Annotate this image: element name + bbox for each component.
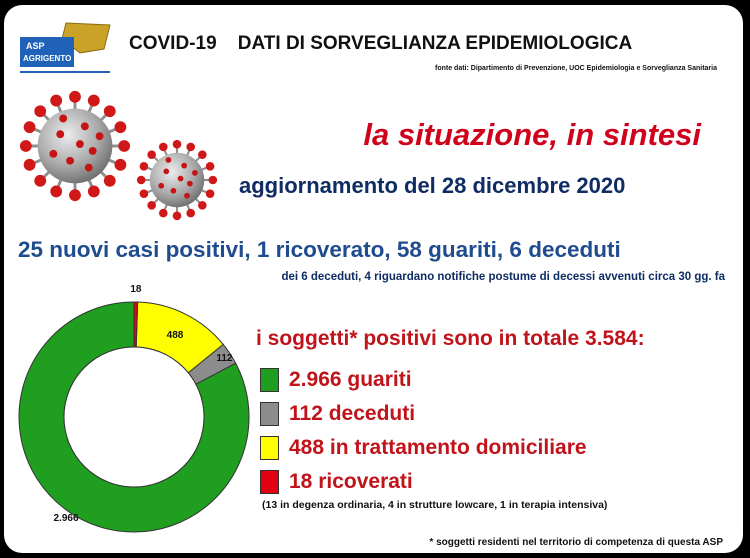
coronavirus-small-icon	[134, 137, 220, 223]
virus-surface-dot	[166, 157, 172, 163]
deaths-note: dei 6 deceduti, 4 riguardano notifiche postume di decessi avvenuti circa 30 gg. fa	[281, 271, 725, 283]
daily-summary: 25 nuovi casi positivi, 1 ricoverato, 58 guariti, 6 deceduti	[18, 237, 621, 262]
virus-surface-dot	[192, 170, 198, 176]
virus-surface-dot	[171, 188, 177, 194]
virus-surface-dot	[59, 115, 67, 123]
virus-spike-tip	[198, 150, 207, 159]
virus-spike-tip	[147, 150, 156, 159]
footnote: * soggetti residenti nel territorio di competenza di questa ASP	[429, 537, 723, 548]
virus-spike-tip	[186, 143, 195, 152]
virus-spike-tip	[69, 91, 81, 103]
virus-spike-tip	[88, 186, 100, 198]
ricoverati-detail: (13 in degenza ordinaria, 4 in strutture lowcare, 1 in terapia intensiva)	[262, 499, 608, 511]
virus-spike-tip	[104, 175, 116, 187]
virus-surface-dot	[49, 150, 57, 158]
virus-spike-tip	[173, 140, 182, 149]
virus-spike-tip	[24, 159, 36, 171]
donut-label-in-trattamento-domiciliare: 488	[166, 330, 184, 342]
donut-label-guariti: 2.966	[53, 513, 79, 524]
legend-label-deceduti: 112 deceduti	[289, 402, 416, 425]
legend-item-deceduti	[260, 397, 587, 431]
virus-spike-tip	[159, 209, 168, 218]
virus-spike-tip	[34, 175, 46, 187]
virus-surface-dot	[96, 132, 104, 140]
donut-label-ricoverati: 18	[130, 284, 142, 296]
virus-surface-dot	[56, 130, 64, 138]
virus-spike-tip	[198, 201, 207, 210]
legend-swatch-ricoverati	[260, 470, 279, 494]
virus-surface-dot	[89, 147, 97, 155]
virus-spike-tip	[137, 176, 146, 185]
virus-surface-dot	[187, 181, 193, 187]
legend-swatch-deceduti	[260, 402, 279, 426]
virus-spike-tip	[209, 176, 218, 185]
legend-swatch-domiciliare	[260, 436, 279, 460]
virus-surface-dot	[163, 169, 169, 175]
virus-surface-dot	[158, 183, 164, 189]
legend-label-ricoverati: 18 ricoverati	[289, 470, 413, 493]
virus-spike-tip	[147, 201, 156, 210]
virus-spike-tip	[140, 162, 149, 171]
virus-spike-tip	[115, 159, 127, 171]
virus-surface-dot	[81, 122, 89, 130]
virus-spike-tip	[118, 140, 130, 152]
virus-surface-dot	[178, 176, 184, 182]
logo-line1: ASP	[26, 41, 45, 51]
virus-spike-tip	[173, 212, 182, 221]
legend-label-domiciliare: 488 in trattamento domiciliare	[289, 436, 587, 459]
legend-item-guariti	[260, 363, 587, 397]
legend	[260, 363, 587, 499]
virus-spike-tip	[88, 95, 100, 107]
virus-spike-tip	[50, 95, 62, 107]
virus-surface-dot	[184, 193, 190, 199]
legend-item-domiciliare	[260, 431, 587, 465]
asp-agrigento-logo	[18, 19, 113, 79]
virus-spike-tip	[206, 162, 215, 171]
donut-hole	[64, 347, 204, 487]
subtitle: la situazione, in sintesi	[363, 117, 701, 152]
page-title: COVID-19 DATI DI SORVEGLIANZA EPIDEMIOLOGICA	[129, 33, 633, 54]
virus-spike-tip	[20, 140, 32, 152]
legend-label-guariti: 2.966 guariti	[289, 368, 412, 391]
virus-surface-dot	[181, 163, 187, 169]
logo-line2: AGRIGENTO	[23, 54, 72, 63]
legend-swatch-guariti	[260, 368, 279, 392]
virus-spike-tip	[34, 105, 46, 117]
virus-surface-dot	[85, 164, 93, 172]
coronavirus-icon	[16, 87, 134, 205]
virus-spike-tip	[69, 189, 81, 201]
legend-item-ricoverati	[260, 465, 587, 499]
legend-title: i soggetti* positivi sono in totale 3.584:	[256, 327, 645, 350]
virus-spike-tip	[24, 121, 36, 133]
update-date: aggiornamento del 28 dicembre 2020	[239, 173, 626, 198]
virus-surface-dot	[66, 157, 74, 165]
virus-spike-tip	[115, 121, 127, 133]
virus-spike-tip	[50, 186, 62, 198]
virus-surface-dot	[76, 140, 84, 148]
donut-label-deceduti: 112	[216, 353, 233, 365]
infographic-card	[4, 5, 743, 553]
virus-spike-tip	[186, 209, 195, 218]
donut-chart	[4, 284, 264, 553]
data-source: fonte dati: Dipartimento di Prevenzione, UOC Epidemiologia e Sorveglianza Sanitaria	[435, 65, 717, 72]
virus-spike-tip	[159, 143, 168, 152]
virus-spike-tip	[206, 189, 215, 198]
virus-spike-tip	[104, 105, 116, 117]
virus-spike-tip	[140, 189, 149, 198]
